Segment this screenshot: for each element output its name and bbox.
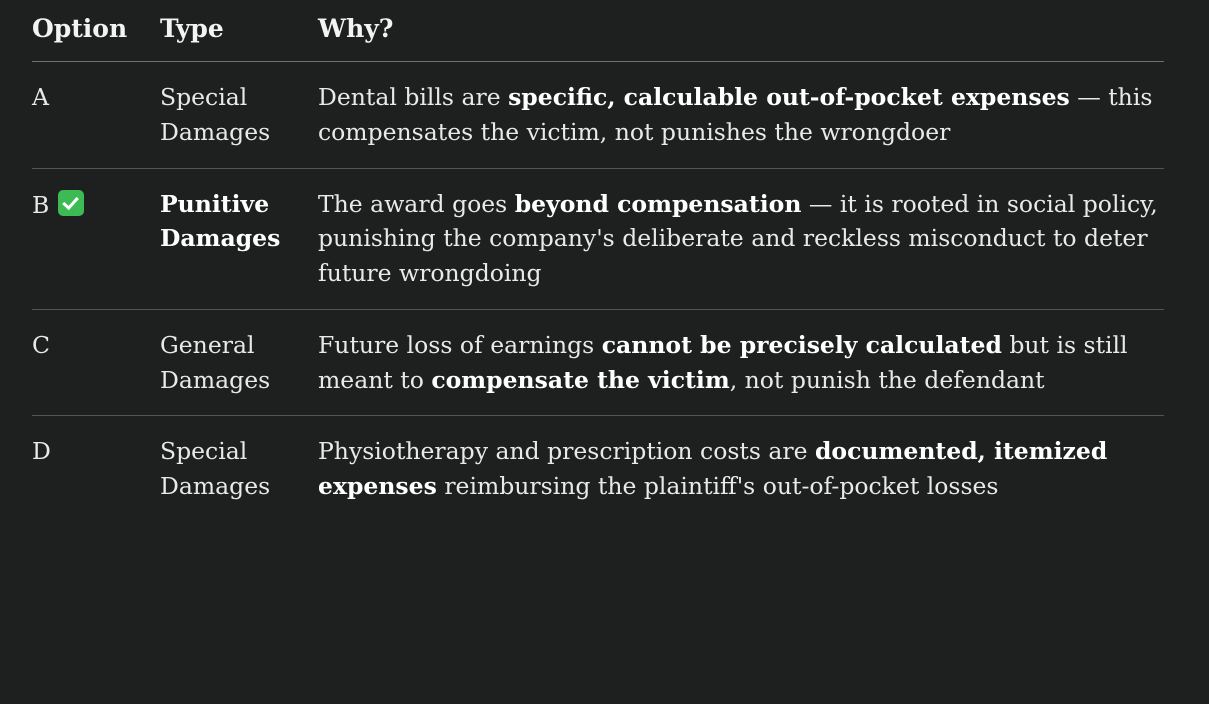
table-body [32,62,1164,522]
explanation-segment: reimbursing the plaintiff's out-of-pocket losses [436,472,999,501]
option-letter-text: D [32,437,51,466]
option-letter-text: A [32,83,49,111]
damage-type: Punitive Damages [160,168,318,309]
explanation-text [318,168,1164,309]
option-letter-text: B [32,190,50,219]
explanation-emphasis: compensate the victim [431,365,730,394]
explanation-emphasis: beyond compensation [514,189,802,218]
explanation-emphasis: specific, calculable out-of-pocket expenses [508,83,1070,111]
explanation-segment: — it is rooted in social policy, punishing the company's deliberate and reckless misconduct to deter future wrongdoing [318,189,1158,288]
column-header-type: Type [160,6,318,62]
table-row [32,416,1164,522]
damage-type: Special Damages [160,437,271,501]
explanation-segment: but is still meant to [318,330,1128,394]
table-header-row [32,6,1164,62]
option-letter [32,62,160,169]
column-header-option: Option [32,6,160,62]
option-letter [32,168,160,309]
explanation-segment: Future loss of earnings [318,330,602,359]
option-letter [32,416,160,522]
explanation-emphasis: documented, itemized expenses [318,437,1108,501]
table-header [32,6,1164,62]
options-table [32,6,1164,522]
damage-type: General Damages [160,309,318,416]
check-mark-icon [58,190,84,216]
explanation-text [318,62,1164,169]
option-letter [32,309,160,416]
table-row [32,168,1164,309]
explanation-text [318,416,1164,522]
explanation-text [318,309,1164,416]
explanation-segment: , not punish the defendant [729,365,1045,394]
explanation-segment: The award goes [318,189,515,218]
damage-type: Special Damages [160,62,318,169]
column-header-why: Why? [318,6,1164,62]
table-row [32,62,1164,169]
explanation-emphasis: cannot be precisely calculated [601,330,1002,359]
explanation-segment: Physiotherapy and prescription costs are [318,437,815,466]
option-letter-text: C [32,330,50,359]
explanation-segment: Dental bills are [318,83,509,111]
explanation-segment: — this compensates the victim, not punishes the wrongdoer [318,83,1153,146]
table-row [32,309,1164,416]
